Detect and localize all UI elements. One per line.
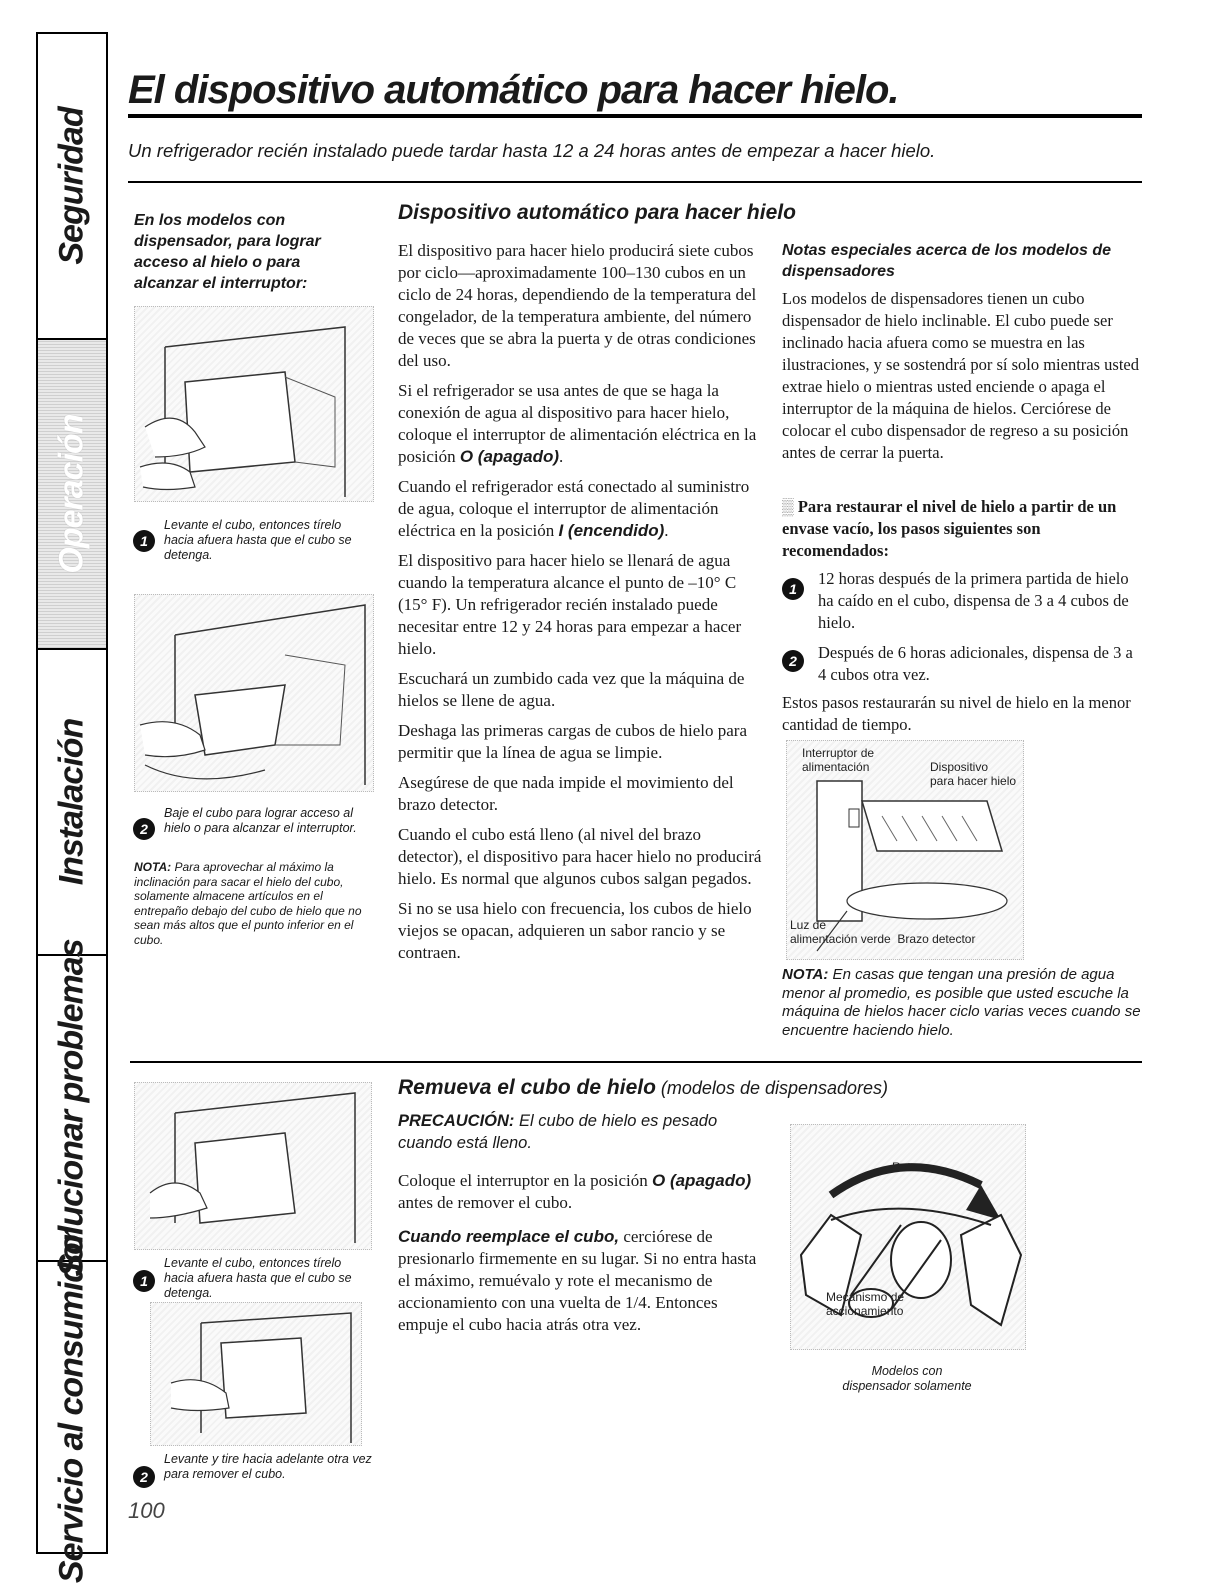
text-emphasis: Cuando reemplace el cubo,	[398, 1227, 620, 1246]
paragraph: Los modelos de dispensadores tienen un cubo dispensador de hielo inclinable. El cubo puede ser inclinado hacia afuera como se muestra en las ilustraciones, y se sostendrá por sí solo mientras usted extrae hielo o mientras usted enciende o apaga el interruptor de la máquina de hielos. Cerciórese de colocar el cubo dispensador de regreso a su posición antes de cerrar la puerta.	[782, 289, 1139, 462]
caution-label: PRECAUCIÓN:	[398, 1112, 515, 1130]
heading-text: Remueva el cubo de hielo	[398, 1076, 656, 1099]
bullet-icon: ▒	[782, 497, 798, 516]
tab-operacion[interactable]	[38, 340, 106, 650]
section-heading-remove-bin	[398, 1076, 888, 1100]
left-heading: En los modelos con dispensador, para lograr acceso al hielo o para alcanzar el interruptor:	[134, 212, 321, 292]
middle-body	[398, 240, 768, 972]
page-title: El dispositivo automático para hacer hielo.	[128, 68, 899, 112]
bottom-body	[398, 1170, 758, 1344]
text: .	[664, 521, 669, 540]
tab-solucionar-problemas[interactable]	[38, 939, 106, 1277]
step-number-1: 1	[133, 530, 155, 552]
caution-text: El cubo de hielo es pesado cuando está lleno.	[398, 1112, 718, 1152]
text: Coloque el interruptor en la posición	[398, 1171, 652, 1190]
text-emphasis: O (apagado)	[459, 447, 560, 466]
restore-step1: 12 horas después de la primera partida de hielo ha caído en el cubo, dispensa de 3 a 4 cubos de hielo.	[818, 569, 1129, 632]
paragraph: Escuchará un zumbido cada vez que la máquina de hielos se llene de agua.	[398, 669, 745, 710]
bottom-step2-caption: Levante y tire hacia adelante otra vez para remover el cubo.	[164, 1452, 372, 1481]
bin-illustration-svg	[135, 307, 373, 501]
tab-servicio-consumidor[interactable]	[38, 1230, 106, 1584]
step-number-2: 2	[133, 1466, 155, 1488]
section-rule	[130, 1061, 1142, 1063]
left-step1-caption: Levante el cubo, entonces tírelo hacia afuera hasta que el cubo se detenga.	[164, 518, 352, 562]
paragraph: Si no se usa hielo con frecuencia, los cubos de hielo viejos se opacan, adquieren un sabor rancio y se contraen.	[398, 899, 752, 962]
tab-label: Instalación	[52, 718, 91, 886]
step-number-1: 1	[782, 578, 804, 600]
text: cerciórese de presionarlo firmemente en su lugar. Si no entra hasta el máximo, remuévalo y rote el mecanismo de accionamiento con una vuelta de 1/4. Entonces empuje el cubo hacia atrás otra vez.	[398, 1227, 757, 1334]
note-text: En casas que tengan una presión de agua menor al promedio, es posible que usted escuche la máquina de hielos hacer ciclo varias veces cuando se encuentre haciendo hielo.	[782, 966, 1141, 1039]
section-heading-ice-maker: Dispositivo automático para hacer hielo	[398, 201, 796, 224]
left-note	[134, 860, 370, 947]
restore-heading-text: Para restaurar el nivel de hielo a partir de un envase vacío, los pasos siguientes son recomendados:	[782, 497, 1117, 560]
heading-note: (modelos de dispensadores)	[655, 1078, 889, 1098]
illustration-lift-bin	[134, 1082, 372, 1250]
text-emphasis: I (encendido)	[558, 521, 665, 540]
caption-line: Modelos con	[871, 1364, 943, 1378]
label-line: Luz de	[790, 918, 827, 932]
paragraph: Cuando el cubo está lleno (al nivel del brazo detector), el dispositivo para hacer hielo no producirá hielo. Es normal que algunos cubos salgan pegados.	[398, 825, 762, 888]
paragraph: Deshaga las primeras cargas de cubos de hielo para permitir que la línea de agua se limpie.	[398, 721, 747, 762]
restore-closing: Estos pasos restaurarán su nivel de hielo en la menor cantidad de tiempo.	[782, 693, 1131, 734]
label-device	[930, 760, 1016, 788]
tab-label: Solucionar problemas	[52, 939, 91, 1277]
tab-label: Operación	[52, 414, 91, 574]
figure-caption	[790, 1364, 1024, 1394]
paragraph: El dispositivo para hacer hielo producirá siete cubos por ciclo—aproximadamente 100–130 cubos en un ciclo de 24 horas, dependiendo de la temperatura del congelador, de la temperatura ambiente, del número de veces que se abra la puerta y de otras condiciones del uso.	[398, 241, 757, 370]
paragraph: Asegúrese de que nada impide el movimiento del brazo detector.	[398, 773, 734, 814]
text: .	[559, 447, 564, 466]
restore-heading	[782, 496, 1144, 562]
paragraph	[398, 1170, 758, 1214]
side-tabs	[36, 32, 108, 1584]
left-step2-caption: Baje el cubo para lograr acceso al hielo o para alcanzar el interruptor.	[164, 806, 357, 835]
step-number-2: 2	[133, 818, 155, 840]
paragraph	[398, 380, 768, 468]
note-text: Para aprovechar al máximo la inclinación para sacar el hielo del cubo, solamente almacene artículos en el entrepaño debajo del cubo de hielo que no sean más altos que el punto inferior en el cubo.	[134, 860, 362, 947]
paragraph	[398, 1226, 758, 1336]
illustration-tilt-bin	[134, 306, 374, 502]
illustration-lower-bin	[134, 594, 374, 792]
right-note	[782, 966, 1144, 1040]
lower-bin-svg	[135, 595, 373, 791]
tab-seguridad[interactable]	[38, 34, 106, 340]
tab-instalacion[interactable]	[38, 650, 106, 956]
paragraph: El dispositivo para hacer hielo se llenará de agua cuando la temperatura alcance el punto de –10° C (15° F). Un refrigerador recién instalado puede necesitar entre 12 y 24 horas para empezar a hacer hielo.	[398, 551, 742, 658]
caution-note	[398, 1110, 738, 1154]
page-subtitle: Un refrigerador recién instalado puede tardar hasta 12 a 24 horas antes de empezar a hacer hielo.	[128, 140, 936, 161]
illustration-remove-bin	[150, 1302, 362, 1446]
label-light	[790, 918, 975, 946]
tab-label: Servicio al consumidor	[52, 1230, 91, 1584]
tab-label: Seguridad	[52, 107, 91, 265]
label-line: Dispositivo	[930, 760, 989, 774]
label-rotate: Rote	[892, 1160, 918, 1174]
label-line	[790, 932, 975, 946]
label-line: alimentación	[802, 760, 870, 774]
page-number: 100	[128, 1498, 165, 1523]
label-line: para hacer hielo	[930, 774, 1017, 788]
note-label: NOTA:	[782, 966, 829, 983]
remove-bin-svg	[151, 1303, 361, 1445]
right-body	[782, 288, 1144, 472]
label-line: accionamiento	[826, 1304, 904, 1318]
text: Si el refrigerador se usa antes de que se haga la conexión de agua al dispositivo para hacer hielo, coloque el interruptor de alimentación eléctrica en la posición	[398, 381, 757, 466]
lift-bin-svg	[135, 1083, 371, 1249]
subtitle-rule	[128, 181, 1142, 183]
label-line: Interruptor de	[802, 746, 875, 760]
paragraph	[398, 476, 768, 542]
title-rule	[128, 114, 1142, 118]
step-number-1: 1	[133, 1270, 155, 1292]
right-heading: Notas especiales acerca de los modelos de dispensadores	[782, 242, 1112, 280]
note-label: NOTA:	[134, 860, 172, 874]
label-line: Mecanismo de	[826, 1290, 905, 1304]
label-text: alimentación verde	[790, 932, 891, 946]
text-emphasis: O (apagado)	[652, 1171, 752, 1190]
bottom-step1-caption: Levante el cubo, entonces tírelo hacia afuera hasta que el cubo se detenga.	[164, 1256, 352, 1300]
label-arm: Brazo detector	[897, 932, 976, 946]
restore-step2: Después de 6 horas adicionales, dispensa de 3 a 4 cubos otra vez.	[818, 643, 1133, 684]
text: Cuando el refrigerador está conectado al suministro de agua, coloque el interruptor de alimentación eléctrica en la posición	[398, 477, 750, 540]
label-mechanism	[826, 1290, 904, 1318]
caption-line: dispensador solamente	[842, 1379, 972, 1393]
text: antes de remover el cubo.	[398, 1193, 573, 1212]
step-number-2: 2	[782, 650, 804, 672]
label-switch	[802, 746, 874, 774]
